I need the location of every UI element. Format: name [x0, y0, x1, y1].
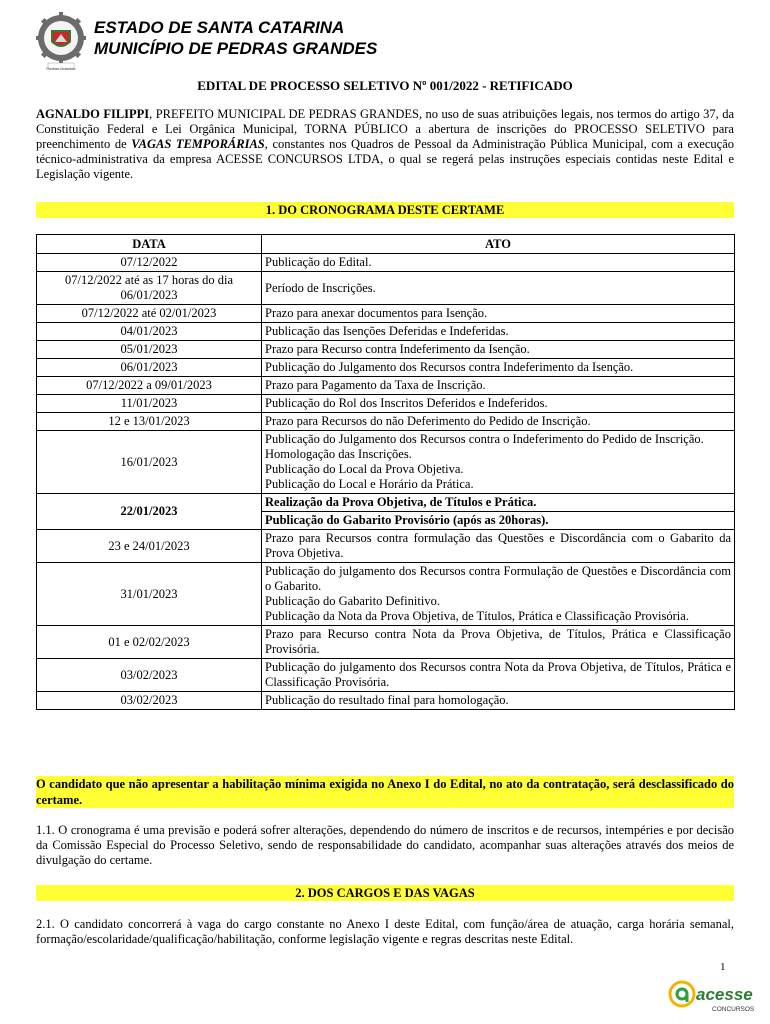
- row-act: Prazo para Recurso contra Indeferimento da Isenção.: [262, 341, 735, 359]
- column-header-act: ATO: [262, 235, 735, 254]
- table-row: [37, 413, 735, 431]
- row-date: 07/12/2022 a 09/01/2023: [37, 377, 262, 395]
- paragraph-2-1: 2.1. O candidato concorrerá à vaga do cargo constante no Anexo I deste Edital, com função/área de atuação, carga horária semanal, formação/escolaridade/qualificação/habilitação, conforme legislação vigente e regras descritas neste Edital.: [36, 917, 734, 946]
- logo-text: acesse: [696, 985, 753, 1004]
- act-line: Publicação do julgamento dos Recursos contra Formulação de Questões e Discordância com o Gabarito.: [265, 564, 731, 593]
- qualification-warning: O candidato que não apresentar a habilitação mínima exigida no Anexo I do Edital, no ato da contratação, será desclassificado do certame.: [36, 777, 734, 807]
- row-date: 05/01/2023: [37, 341, 262, 359]
- row-act: Período de Inscrições.: [262, 272, 735, 305]
- intro-emphasis: VAGAS TEMPORÁRIAS: [131, 137, 265, 151]
- row-act: Prazo para Recurso contra Nota da Prova Objetiva, de Títulos, Prática e Classificação Provisória.: [262, 626, 735, 659]
- logo-subtext: CONCURSOS: [712, 1006, 755, 1013]
- table-row: [37, 626, 735, 659]
- row-date: 22/01/2023: [37, 494, 262, 530]
- mayor-name: AGNALDO FILIPPI: [36, 107, 150, 121]
- row-date: 01 e 02/02/2023: [37, 626, 262, 659]
- table-row: [37, 272, 735, 305]
- row-date: 11/01/2023: [37, 395, 262, 413]
- column-header-date: DATA: [37, 235, 262, 254]
- schedule-table: [36, 234, 735, 710]
- table-row: [37, 305, 735, 323]
- intro-paragraph: [36, 107, 734, 182]
- acesse-concursos-logo: [668, 976, 755, 1016]
- letterhead: [36, 10, 736, 70]
- act-line: Publicação do Local da Prova Objetiva.: [265, 462, 464, 476]
- row-date: 07/12/2022: [37, 254, 262, 272]
- table-row: [37, 431, 735, 494]
- section-2-heading: 2. DOS CARGOS E DAS VAGAS: [36, 885, 734, 901]
- row-date: 07/12/2022 até 02/01/2023: [37, 305, 262, 323]
- row-act: Publicação das Isenções Deferidas e Indeferidas.: [262, 323, 735, 341]
- row-date: 31/01/2023: [37, 563, 262, 626]
- table-row: [37, 659, 735, 692]
- row-date: 03/02/2023: [37, 659, 262, 692]
- act-line: Publicação do Local e Horário da Prática.: [265, 477, 474, 491]
- row-act: Publicação do Edital.: [262, 254, 735, 272]
- table-header-row: [37, 235, 735, 254]
- table-row: [37, 359, 735, 377]
- row-act: Publicação do Julgamento dos Recursos contra Indeferimento da Isenção.: [262, 359, 735, 377]
- row-act-multi: [262, 431, 735, 494]
- table-row: [37, 530, 735, 563]
- intro-text-2: , constantes nos Quadros de Pessoal da Administração Pública Municipal, com a execução técnico-administrativa da empresa ACESSE CONCURSOS LTDA, o qual se regerá pelas instruções especiais contidas neste Edital e Legislação vigente.: [36, 137, 734, 181]
- municipal-seal-icon: [36, 12, 86, 70]
- row-date: 06/01/2023: [37, 359, 262, 377]
- intro-text-1: , PREFEITO MUNICIPAL DE PEDRAS GRANDES, no uso de suas atribuições legais, nos termos do artigo 37, da Constituição Federal e Lei Orgânica Municipal, TORNA PÚBLICO a abertura de inscrições do PROCESSO SELETIVO para preenchimento de: [36, 107, 734, 151]
- table-row: [37, 323, 735, 341]
- table-row: [37, 692, 735, 710]
- row-act: Publicação do resultado final para homologação.: [262, 692, 735, 710]
- state-name: ESTADO DE SANTA CATARINA: [94, 18, 345, 37]
- row-act: Prazo para anexar documentos para Isenção.: [262, 305, 735, 323]
- row-act: Prazo para Recursos do não Deferimento do Pedido de Inscrição.: [262, 413, 735, 431]
- page-number: 1: [720, 961, 726, 973]
- row-act-multi: [262, 563, 735, 626]
- row-act: Prazo para Pagamento da Taxa de Inscrição.: [262, 377, 735, 395]
- paragraph-1-1: 1.1. O cronograma é uma previsão e poderá sofrer alterações, dependendo do número de inscritos e de recursos, intempéries e por decisão da Comissão Especial do Processo Seletivo, sendo de responsabilidade do candidato, acompanhar suas alterações através dos meios de divulgação do certame.: [36, 823, 734, 867]
- row-act: Publicação do Rol dos Inscritos Deferidos e Indeferidos.: [262, 395, 735, 413]
- table-row: [37, 494, 735, 512]
- act-line: Homologação das Inscrições.: [265, 447, 412, 461]
- seal-caption: Pedras Grandes: [46, 66, 76, 71]
- table-row: [37, 563, 735, 626]
- row-date: 03/02/2023: [37, 692, 262, 710]
- row-date: 04/01/2023: [37, 323, 262, 341]
- row-date: 16/01/2023: [37, 431, 262, 494]
- table-row: [37, 395, 735, 413]
- table-row: [37, 341, 735, 359]
- row-date: 12 e 13/01/2023: [37, 413, 262, 431]
- section-1-heading: 1. DO CRONOGRAMA DESTE CERTAME: [36, 202, 734, 218]
- row-date: 23 e 24/01/2023: [37, 530, 262, 563]
- act-line: Publicação do Julgamento dos Recursos contra o Indeferimento do Pedido de Inscrição.: [265, 432, 704, 446]
- municipality-name: MUNICÍPIO DE PEDRAS GRANDES: [94, 39, 378, 58]
- row-act: Publicação do Gabarito Provisório (após as 20horas).: [262, 512, 735, 530]
- table-row: [37, 377, 735, 395]
- row-act: Publicação do julgamento dos Recursos contra Nota da Prova Objetiva, de Títulos, Prática e Classificação Provisória.: [262, 659, 735, 692]
- document-title: EDITAL DE PROCESSO SELETIVO Nº 001/2022 - RETIFICADO: [197, 78, 573, 93]
- table-row: [37, 254, 735, 272]
- row-date: 07/12/2022 até as 17 horas do dia 06/01/2023: [37, 272, 262, 305]
- act-line: Publicação do Gabarito Definitivo.: [265, 594, 440, 608]
- row-act: Prazo para Recursos contra formulação das Questões e Discordância com o Gabarito da Prova Objetiva.: [262, 530, 735, 563]
- act-line: Publicação da Nota da Prova Objetiva, de Títulos, Prática e Classificação Provisória.: [265, 609, 689, 623]
- row-act: Realização da Prova Objetiva, de Títulos e Prática.: [262, 494, 735, 512]
